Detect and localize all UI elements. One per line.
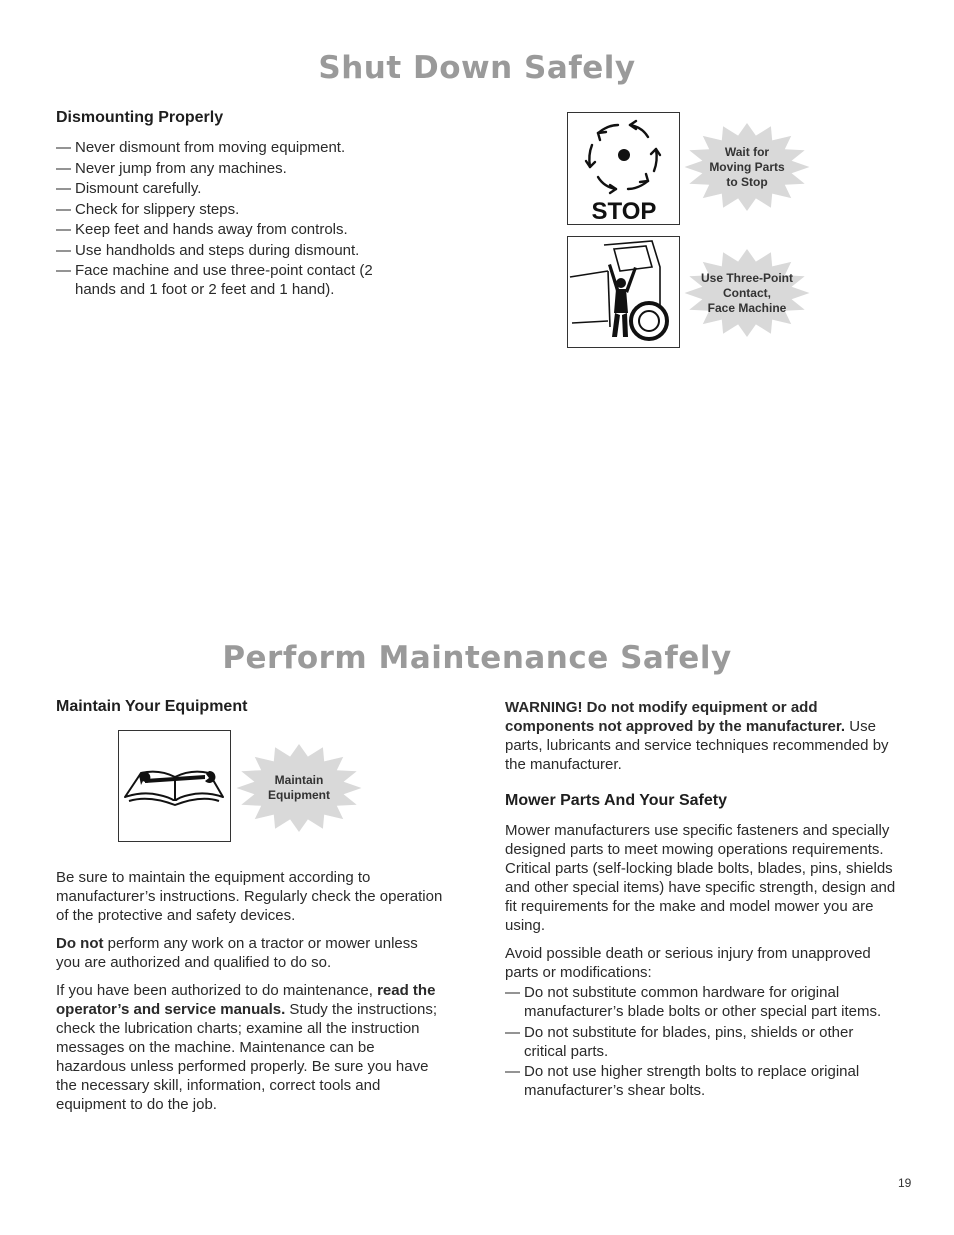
- stop-caption: STOP: [591, 198, 657, 224]
- paragraph: Avoid possible death or serious injury from unapproved parts or modifications:: [505, 945, 871, 981]
- paragraph-text: perform any work on a tractor or mower unless you are authorized and qualified to do so.: [56, 935, 418, 971]
- dismount-list: [56, 138, 386, 301]
- list-item: — Never jump from any machines.: [56, 159, 386, 178]
- list-item: — Keep feet and hands away from controls.: [56, 220, 386, 239]
- maintain-heading: Maintain Your Equipment: [56, 698, 248, 715]
- stop-rotating-blade-icon: [568, 113, 679, 224]
- section-title-maintenance: Perform Maintenance Safely: [222, 640, 732, 676]
- mower-parts-heading: Mower Parts And Your Safety: [505, 792, 727, 809]
- maintain-callout: Maintain Equipment: [268, 773, 330, 802]
- wait-callout: Wait for Moving Parts to Stop: [709, 144, 785, 189]
- callout-burst: [235, 743, 363, 833]
- list-item: — Face machine and use three-point contact (2 hands and 1 foot or 2 feet and 1 hand).: [56, 261, 386, 299]
- list-item: — Do not use higher strength bolts to replace original manufacturer’s shear bolts.: [505, 1062, 900, 1100]
- paragraph-text: If you have been authorized to do maintenance,: [56, 982, 378, 999]
- bold-text: read the operator’s and service manuals.: [56, 982, 436, 1018]
- three-point-figure: [567, 236, 680, 348]
- maintain-figure: [118, 730, 231, 842]
- warning-bold: WARNING! Do not modify equipment or add components not approved by the manufacturer.: [505, 699, 846, 735]
- warning-paragraph: [505, 698, 900, 774]
- dismounting-heading: Dismounting Properly: [56, 109, 224, 126]
- list-item: — Never dismount from moving equipment.: [56, 138, 386, 157]
- warning-text: [505, 698, 900, 783]
- three-point-callout: Use Three-Point Contact, Face Machine: [700, 270, 793, 315]
- wrench-manual-icon: [119, 731, 230, 841]
- list-item: — Dismount carefully.: [56, 179, 386, 198]
- list-item: — Use handholds and steps during dismount.: [56, 241, 386, 260]
- maintain-text: [56, 868, 446, 1123]
- section-title-shut-down: Shut Down Safely: [318, 50, 636, 86]
- paragraph: [56, 981, 446, 1114]
- list-item: — Check for slippery steps.: [56, 200, 386, 219]
- list-item: — Do not substitute common hardware for original manufacturer’s blade bolts or other special part items.: [505, 983, 900, 1021]
- mower-parts-text: [505, 821, 900, 1102]
- stop-figure: [567, 112, 680, 225]
- paragraph: Be sure to maintain the equipment according to manufacturer’s instructions. Regularly check the operation of the protective and safety devices.: [56, 869, 443, 924]
- callout-burst: [683, 248, 811, 338]
- page-number: 19: [898, 1176, 912, 1190]
- paragraph: [56, 934, 446, 972]
- three-point-contact-icon: [568, 237, 679, 347]
- paragraph: Mower manufacturers use specific fasteners and specially designed parts to meet mowing operations requirements. Critical parts (self-locking blade bolts, blades, pins, shields and other special items) have specific strength, design and fit requirements for the make and model mower you are using.: [505, 822, 896, 934]
- parts-list: [505, 983, 900, 1100]
- paragraph-text: Study the instructions; check the lubrication charts; examine all the instruction messages on the machine. Maintenance can be hazardous unless performed properly. Be sure you have the necessary skill, information, correct tools and equipment to do the job.: [56, 1001, 438, 1113]
- bold-text: Do not: [56, 935, 104, 952]
- paragraph-text: Use parts, lubricants and service techniques recommended by the manufacturer.: [505, 718, 889, 773]
- callout-burst: [683, 122, 811, 212]
- list-item: — Do not substitute for blades, pins, shields or other critical parts.: [505, 1023, 900, 1061]
